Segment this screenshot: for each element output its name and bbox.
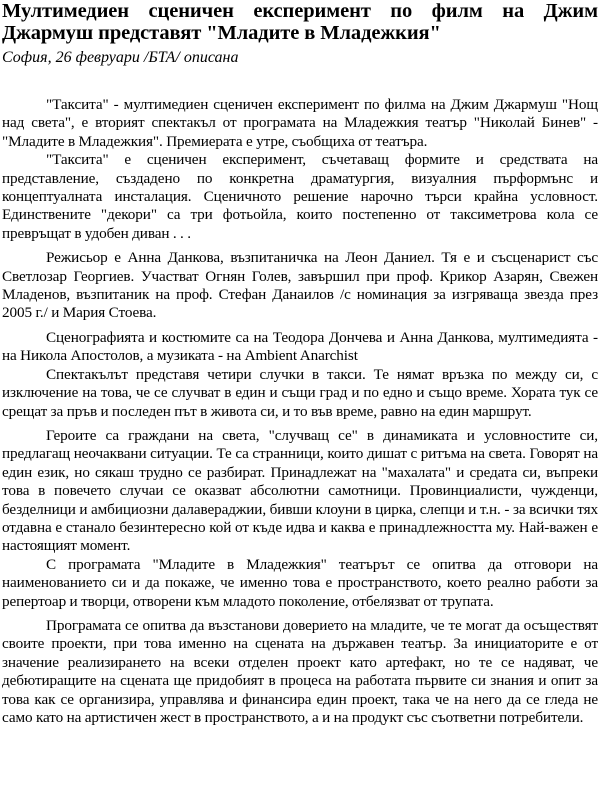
article-paragraph: Програмата се опитва да възстанови доверието на младите, че те могат да осъществят своите проекти, при това именно на сцената на държавен театър. За инициаторите е от значение реализирането на всеки отделен проект като артефакт, но те се надяват, че дебютиращите на сцената ще придобият в процеса на работата първите си знания и опит за това как се организира, управлява и финансира един проект, така че на него да се гледа не само като на артистичен жест в пространството, а и на продукт със съответни потребители. [2,616,598,726]
article-paragraph: С програмата "Младите в Младежкия" театърът се опитва да отговори на наименованието си и да покаже, че именно това е пространството, което реално работи за репертоар и творци, отворени към младото поколение, отбелязват от трупата. [2,555,598,610]
article-dateline: София, 26 февруари /БТА/ описана [2,49,239,66]
article-paragraph: Героите са граждани на света, "случващ се" в динамиката и условностите си, предлагащ неочаквани ситуации. Те са странници, които дишат с ритъма на света. Говорят на един език, но сякаш трудно се разбират. Принадлежат на "махалата" и средата си, въпреки това в повечето случаи се оказват абсолютни самотници. Провинциалисти, чужденци, безделници и амбициозни далавераджии, бивши клоуни в цирка, слепци и т.н. - за всички тях отдавна е станало безинтересно кой от къде идва и каква е принадлежността му. Най-важен е настоящият момент. [2,426,598,555]
article-paragraph: "Таксита" е сценичен експеримент, съчетаващ формите и средствата на представление, създадено по конкретна драматургия, визуалния пърформънс и концептуалната инсталация. Сценичното решение нарочно търси крайна условност. Единствените "декори" са три фотьойла, които постепенно от таксиметрова кола се превръщат в удобен диван . . . [2,151,598,242]
article-paragraph: Спектакълът представя четири случки в такси. Те нямат връзка по между си, с изключение на това, че се случват в един и същи град и по едно и също време. Хората тук се срещат за пръв и последен път в живота си, и то във време, равно на един маршрут. [2,365,598,420]
article-body [2,96,598,727]
article-paragraph: "Таксита" - мултимедиен сценичен експеримент по филма на Джим Джармуш "Нощ над света", е вторият спектакъл от програмата на Младежкия театър "Николай Бинев" - "Младите в Младежкия". Премиерата е утре, съобщиха от театъра. [2,96,598,150]
article-paragraph: Режисьор е Анна Данкова, възпитаничка на Леон Даниел. Тя е и съсценарист със Светлозар Георгиев. Участват Огнян Голев, завършил при проф. Крикор Азарян, Свежен Младенов, възпитаник на проф. Стефан Данаилов /с номинация за изгряваща звезда през 2005 г./ и Мария Стоева. [2,249,598,322]
article-paragraph: Сценографията и костюмите са на Теодора Дончева и Анна Данкова, мултимедията - на Никола Апостолов, а музиката - на Ambient Anarchist [2,328,598,365]
article-headline: Мултимедиен сценичен експеримент по филм на Джим Джармуш представят "Младите в Младежкия" [2,0,598,44]
